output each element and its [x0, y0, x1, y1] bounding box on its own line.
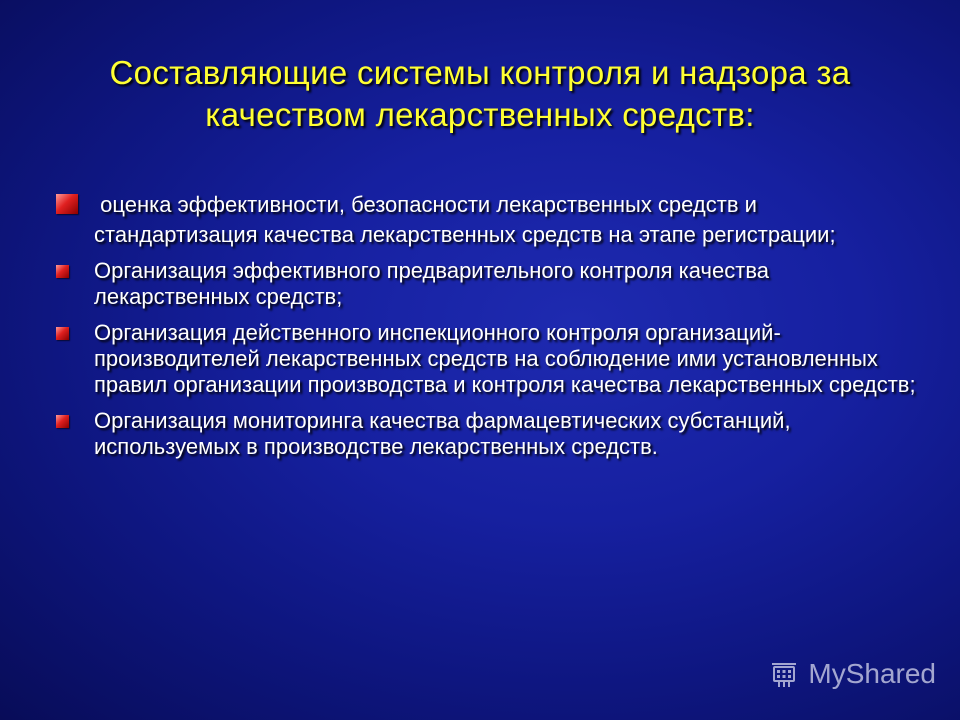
bullet-marker-icon	[56, 194, 78, 214]
bullet-text: Организация мониторинга качества фармацевтических субстанций, используемых в производстве лекарственных средств.	[94, 408, 791, 459]
watermark	[768, 658, 936, 690]
watermark-text: MyShared	[808, 658, 936, 689]
bullet-text: Организация эффективного предварительного контроля качества лекарственных средств;	[94, 258, 769, 309]
bullet-text: оценка эффективности, безопасности лекарственных средств и стандартизация качества лекарственных средств на этапе регистрации;	[94, 192, 836, 247]
building-icon	[768, 658, 800, 690]
bullet-marker-icon	[56, 327, 69, 340]
bullet-item	[56, 408, 916, 460]
bullet-marker-icon	[56, 265, 69, 278]
slide-title	[40, 52, 920, 136]
bullet-item	[56, 258, 916, 310]
slide-title-line-2: качеством лекарственных средств:	[205, 96, 755, 133]
bullet-text: Организация действенного инспекционного контроля организаций-производителей лекарственных средств на соблюдение ими установленных правил организации производства и контроля качества лекарственных средств;	[94, 320, 916, 397]
bullet-marker-icon	[56, 415, 69, 428]
slide-title-line-1: Составляющие системы контроля и надзора за	[109, 54, 851, 91]
bullet-item	[56, 320, 916, 398]
bullet-list	[56, 190, 916, 470]
bullet-item	[56, 190, 916, 250]
